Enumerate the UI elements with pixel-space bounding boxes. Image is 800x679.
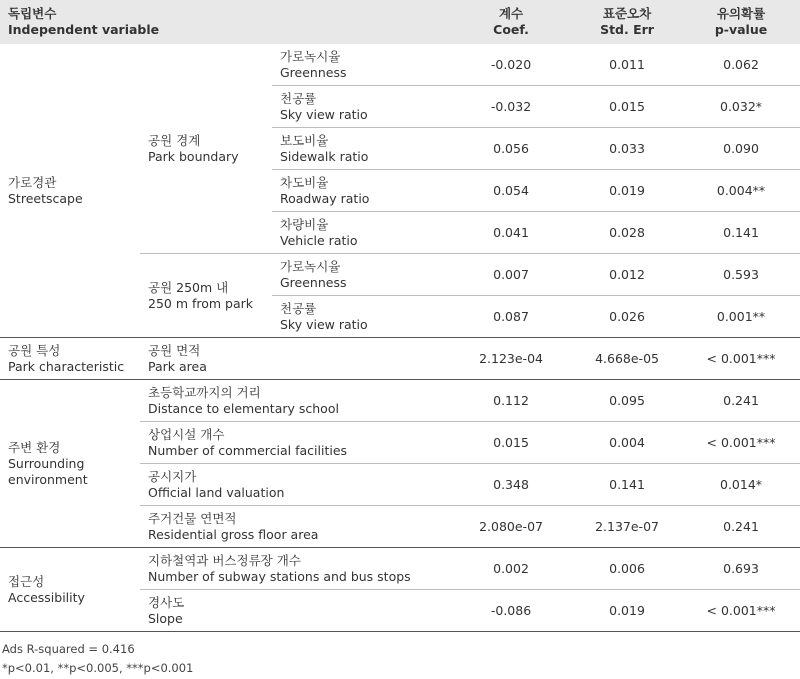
std-err-cell: 2.137e-07 — [572, 506, 682, 548]
variable-label: 경사도 Slope — [140, 590, 450, 632]
table-row — [0, 338, 800, 380]
r-squared-note: Ads R-squared = 0.416 — [2, 642, 135, 656]
coef-cell: 0.015 — [450, 422, 572, 464]
subgroup-label-250m: 공원 250m 내 250 m from park — [140, 254, 272, 338]
std-err-cell: 0.019 — [572, 170, 682, 212]
variable-label: 가로녹시율 Greenness — [272, 44, 450, 86]
variable-label: 천공률 Sky view ratio — [272, 296, 450, 338]
p-value-cell: 0.241 — [682, 380, 800, 422]
variable-label: 차도비율 Roadway ratio — [272, 170, 450, 212]
coef-cell: 0.348 — [450, 464, 572, 506]
coef-cell: 0.007 — [450, 254, 572, 296]
variable-label: 지하철역과 버스정류장 개수 Number of subway stations and bus stops — [140, 548, 450, 590]
header-p-value: 유의확률 p-value — [682, 0, 800, 44]
variable-label: 천공률 Sky view ratio — [272, 86, 450, 128]
group-label-park-characteristic: 공원 특성 Park characteristic — [0, 338, 140, 380]
p-value-cell: < 0.001*** — [682, 590, 800, 632]
header-coef: 계수 Coef. — [450, 0, 572, 44]
std-err-cell: 0.019 — [572, 590, 682, 632]
p-value-cell: 0.593 — [682, 254, 800, 296]
coef-cell: 0.041 — [450, 212, 572, 254]
coef-cell: -0.032 — [450, 86, 572, 128]
table-row — [0, 548, 800, 590]
std-err-cell: 4.668e-05 — [572, 338, 682, 380]
std-err-cell: 0.028 — [572, 212, 682, 254]
coef-cell: 2.123e-04 — [450, 338, 572, 380]
header-variable: 독립변수 Independent variable — [0, 0, 450, 44]
p-value-cell: 0.001** — [682, 296, 800, 338]
p-value-cell: 0.241 — [682, 506, 800, 548]
coef-cell: 0.054 — [450, 170, 572, 212]
header-std-err: 표준오차 Std. Err — [572, 0, 682, 44]
std-err-cell: 0.012 — [572, 254, 682, 296]
p-value-cell: 0.693 — [682, 548, 800, 590]
p-value-cell: < 0.001*** — [682, 422, 800, 464]
table-row — [0, 380, 800, 422]
variable-label: 공원 면적 Park area — [140, 338, 450, 380]
variable-label: 주거건물 연면적 Residential gross floor area — [140, 506, 450, 548]
variable-label: 공시지가 Official land valuation — [140, 464, 450, 506]
group-label-surrounding-environment: 주변 환경 Surrounding environment — [0, 380, 140, 548]
p-value-cell: 0.032* — [682, 86, 800, 128]
std-err-cell: 0.006 — [572, 548, 682, 590]
table-notes — [0, 632, 800, 678]
std-err-cell: 0.095 — [572, 380, 682, 422]
coef-cell: 0.112 — [450, 380, 572, 422]
p-value-cell: 0.090 — [682, 128, 800, 170]
variable-label: 보도비율 Sidewalk ratio — [272, 128, 450, 170]
group-label-accessibility: 접근성 Accessibility — [0, 548, 140, 632]
table-header-row — [0, 0, 800, 44]
group-label-streetscape: 가로경관 Streetscape — [0, 44, 140, 338]
subgroup-label-park-boundary: 공원 경계 Park boundary — [140, 44, 272, 254]
coef-cell: -0.020 — [450, 44, 572, 86]
std-err-cell: 0.141 — [572, 464, 682, 506]
p-value-cell: 0.004** — [682, 170, 800, 212]
std-err-cell: 0.033 — [572, 128, 682, 170]
variable-label: 상업시설 개수 Number of commercial facilities — [140, 422, 450, 464]
p-value-cell: 0.014* — [682, 464, 800, 506]
variable-label: 초등학교까지의 거리 Distance to elementary school — [140, 380, 450, 422]
variable-label: 차량비율 Vehicle ratio — [272, 212, 450, 254]
coef-cell: 0.002 — [450, 548, 572, 590]
std-err-cell: 0.011 — [572, 44, 682, 86]
variable-label: 가로녹시율 Greenness — [272, 254, 450, 296]
significance-note: *p<0.01, **p<0.005, ***p<0.001 — [2, 661, 194, 675]
coef-cell: -0.086 — [450, 590, 572, 632]
p-value-cell: < 0.001*** — [682, 338, 800, 380]
coef-cell: 0.087 — [450, 296, 572, 338]
coef-cell: 2.080e-07 — [450, 506, 572, 548]
table-row — [0, 44, 800, 86]
coef-cell: 0.056 — [450, 128, 572, 170]
std-err-cell: 0.026 — [572, 296, 682, 338]
p-value-cell: 0.062 — [682, 44, 800, 86]
p-value-cell: 0.141 — [682, 212, 800, 254]
std-err-cell: 0.004 — [572, 422, 682, 464]
std-err-cell: 0.015 — [572, 86, 682, 128]
